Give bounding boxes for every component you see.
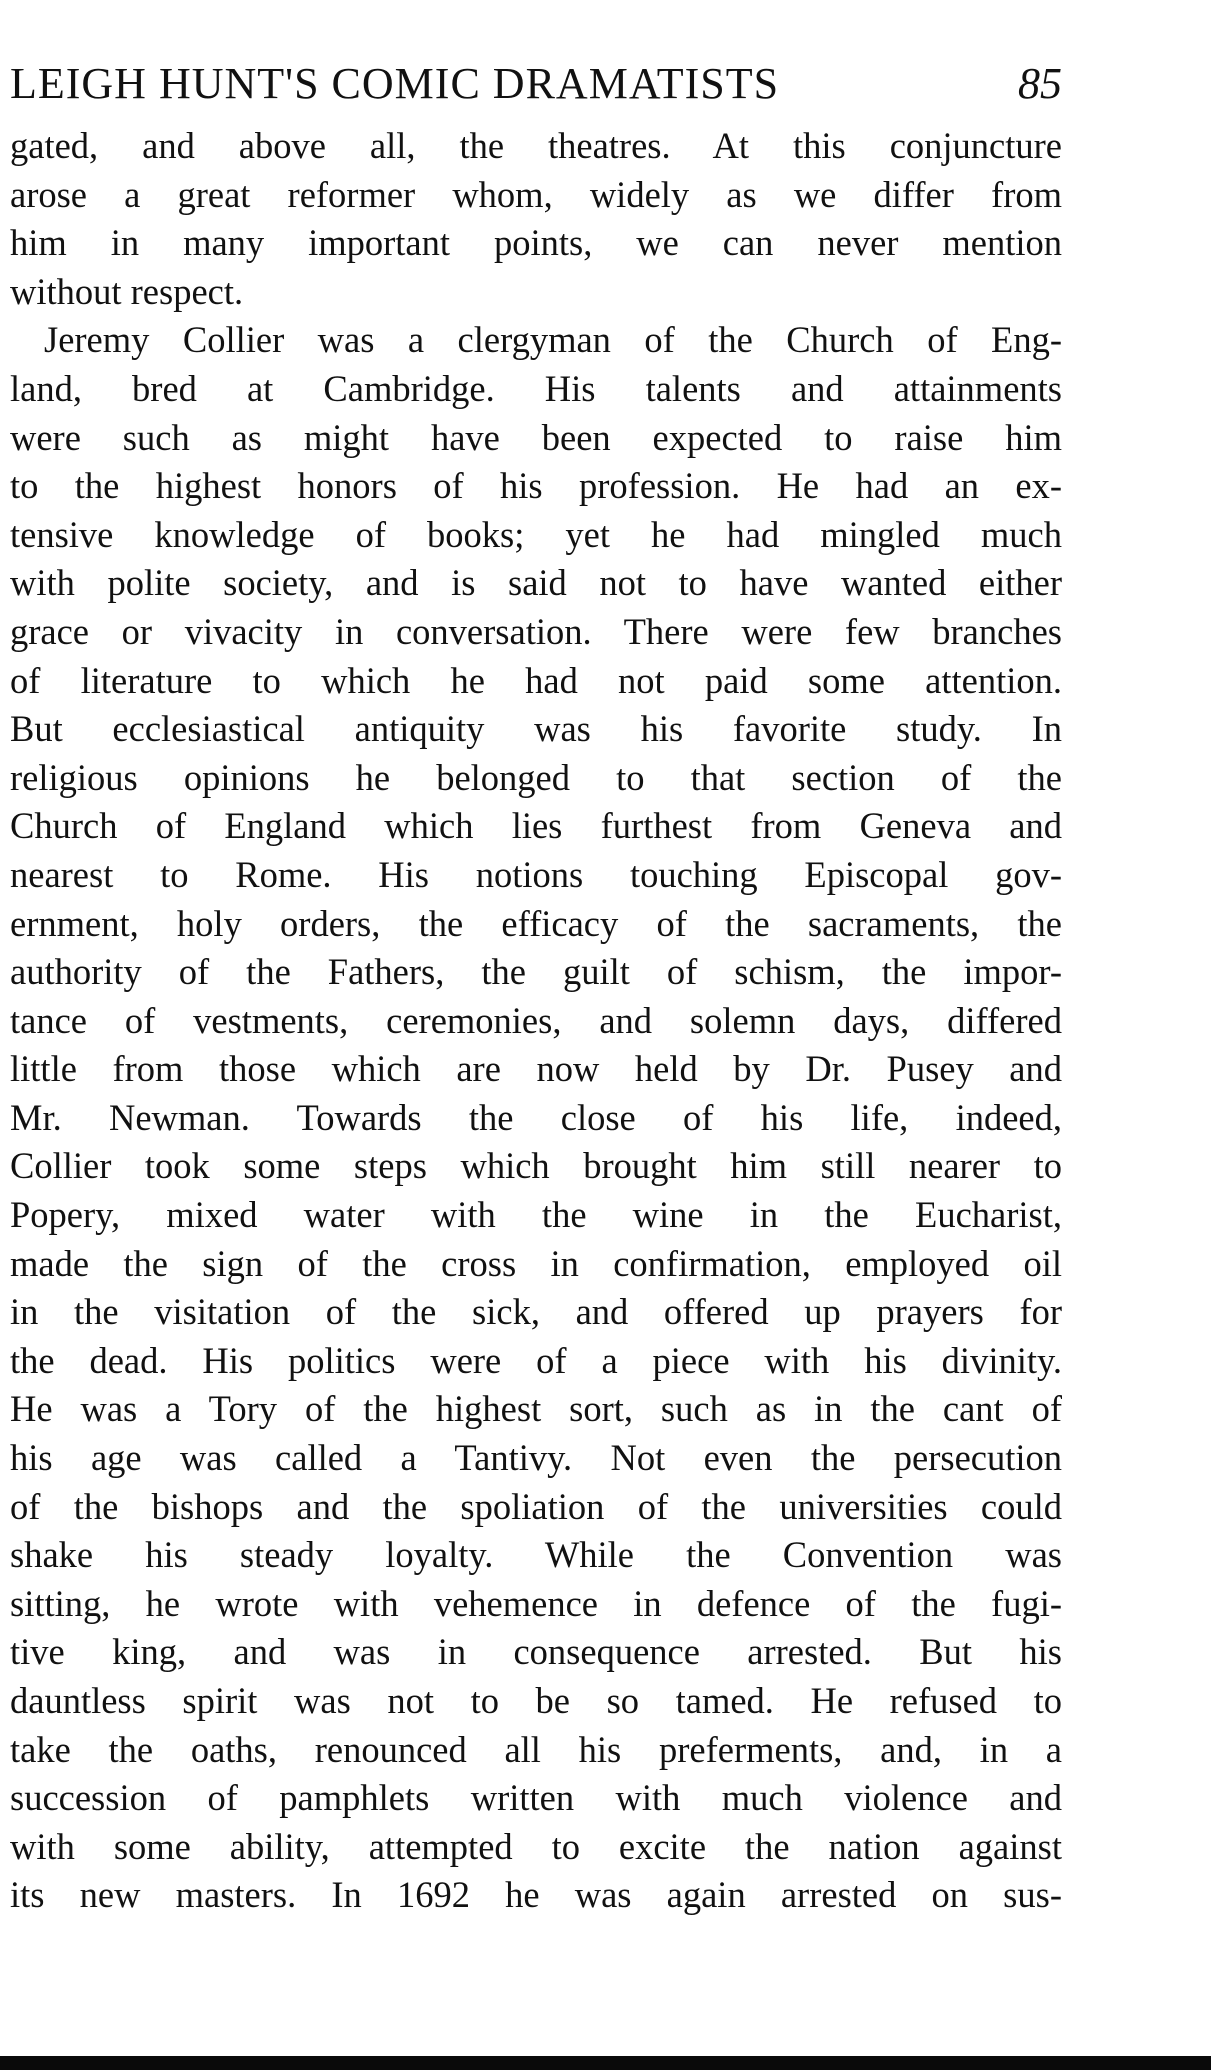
text-line: of the bishops and the spoliation of the universities could: [10, 1485, 1062, 1527]
text-line: to the highest honors of his profession. He had an ex-: [10, 465, 1062, 507]
text-line: gated, and above all, the theatres. At this conjuncture: [10, 125, 1062, 166]
text-line: arose a great reformer whom, widely as we differ from: [10, 173, 1062, 215]
text-line: He was a Tory of the highest sort, such as in the cant of: [10, 1388, 1062, 1430]
text-line: authority of the Fathers, the guilt of schism, the impor-: [10, 951, 1062, 993]
text-line: Popery, mixed water with the wine in the Eucharist,: [10, 1194, 1062, 1236]
text-line: dauntless spirit was not to be so tamed. He refused to: [10, 1680, 1062, 1721]
text-line: Jeremy Collier was a clergyman of the Church of Eng-: [44, 319, 1062, 361]
text-line: nearest to Rome. His notions touching Episcopal gov-: [10, 853, 1062, 895]
page-bottom-edge: [0, 2056, 1211, 2070]
text-line: in the visitation of the sick, and offered up prayers for: [10, 1291, 1062, 1333]
text-line: Collier took some steps which brought him still nearer to: [10, 1145, 1062, 1187]
text-line: its new masters. In 1692 he was again arrested on sus-: [10, 1874, 1062, 1916]
text-line: with some ability, attempted to excite the nation against: [10, 1825, 1062, 1867]
running-head: LEIGH HUNT'S COMIC DRAMATISTS: [10, 59, 780, 108]
text-line: without respect.: [10, 270, 244, 312]
text-line: the dead. His politics were of a piece with his divinity.: [10, 1339, 1062, 1381]
text-line: tance of vestments, ceremonies, and solemn days, differed: [10, 999, 1062, 1041]
text-line: little from those which are now held by Dr. Pusey and: [10, 1048, 1062, 1090]
text-line: land, bred at Cambridge. His talents and attainments: [10, 367, 1062, 409]
text-line: him in many important points, we can never mention: [10, 222, 1062, 264]
text-line: take the oaths, renounced all his preferments, and, in a: [10, 1728, 1062, 1770]
book-page: [10, 58, 1062, 1920]
text-line: with polite society, and is said not to have wanted either: [10, 562, 1062, 604]
text-line: were such as might have been expected to raise him: [10, 416, 1062, 458]
text-line: Mr. Newman. Towards the close of his life, indeed,: [10, 1096, 1062, 1138]
text-line: tive king, and was in consequence arrested. But his: [10, 1631, 1062, 1673]
text-line: Church of England which lies furthest from Geneva and: [10, 805, 1062, 847]
text-line: made the sign of the cross in confirmation, employed oil: [10, 1242, 1062, 1284]
body-text: [10, 122, 1062, 1920]
text-line: ernment, holy orders, the efficacy of the sacraments, the: [10, 902, 1062, 944]
text-line: sitting, he wrote with vehemence in defence of the fugi-: [10, 1582, 1062, 1624]
text-line: his age was called a Tantivy. Not even the persecution: [10, 1437, 1062, 1479]
text-line: succession of pamphlets written with much violence and: [10, 1777, 1062, 1819]
text-line: shake his steady loyalty. While the Convention was: [10, 1534, 1062, 1576]
text-line: religious opinions he belonged to that section of the: [10, 756, 1062, 798]
text-line: tensive knowledge of books; yet he had mingled much: [10, 513, 1062, 555]
page-number: 85: [1018, 59, 1062, 108]
text-line: grace or vivacity in conversation. There were few branches: [10, 610, 1062, 652]
text-line: of literature to which he had not paid some attention.: [10, 659, 1062, 701]
page-header: [10, 58, 1062, 120]
text-line: But ecclesiastical antiquity was his favorite study. In: [10, 708, 1062, 750]
